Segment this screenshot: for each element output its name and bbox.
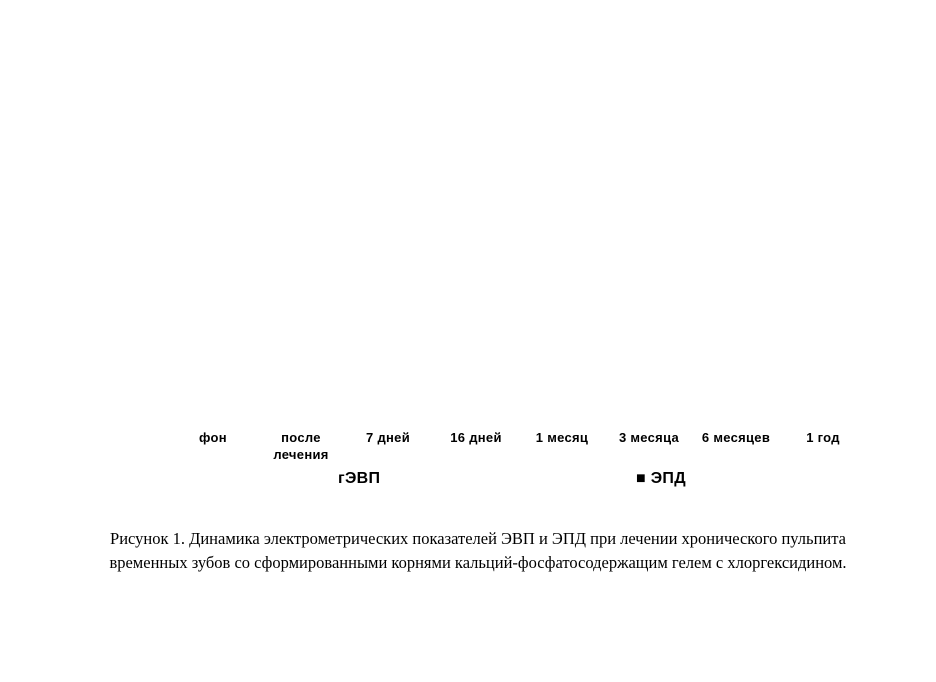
x-tick-label: после лечения — [273, 430, 329, 462]
x-tick-label: 7 дней — [366, 430, 410, 445]
figure-caption — [40, 527, 916, 575]
legend-item-epd — [636, 469, 686, 489]
legend-marker-evp: г — [338, 470, 345, 487]
legend-label-epd: ЭПД — [650, 470, 686, 487]
x-tick-label: 1 год — [806, 430, 840, 445]
x-tick-label: фон — [199, 430, 227, 445]
x-tick-label: 1 месяц — [535, 430, 589, 445]
legend-marker-epd: ■ — [636, 470, 646, 487]
caption-line-2: временных зубов со сформированными корнями кальций-фосфатосодержащим гелем с хлоргексидином. — [109, 553, 847, 572]
legend-item-evp — [338, 469, 380, 489]
x-tick-label: 16 дней — [450, 430, 502, 445]
caption-line-1: Рисунок 1. Динамика электрометрических показателей ЭВП и ЭПД при лечении хронического пульпита — [110, 529, 846, 548]
x-tick-label: 6 месяцев — [701, 430, 771, 445]
x-tick-label: 3 месяца — [618, 430, 680, 445]
legend-label-evp: ЭВП — [344, 470, 381, 487]
